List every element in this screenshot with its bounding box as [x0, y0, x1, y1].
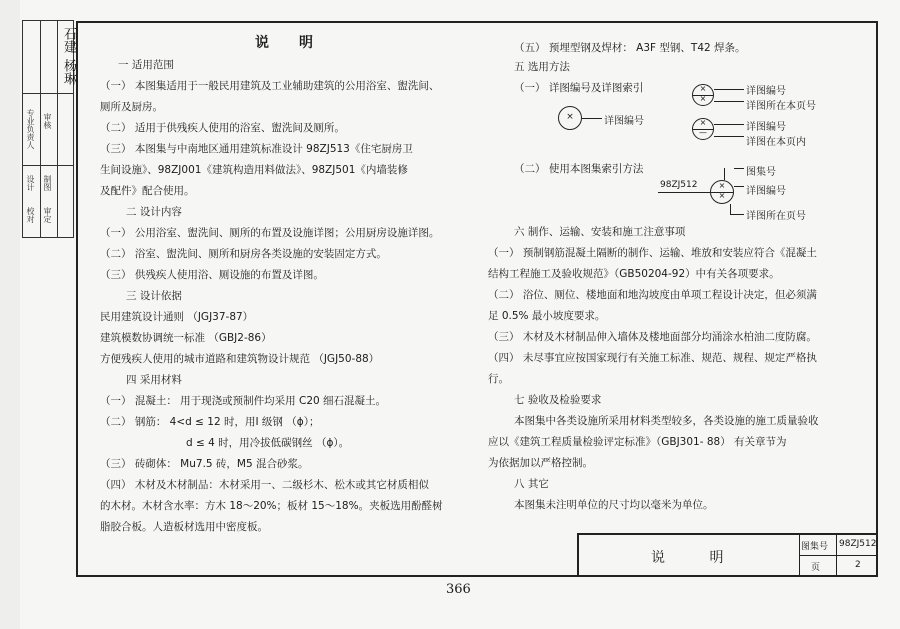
- paragraph-line: （二） 钢筋： 4<d ≤ 12 时，用Ⅰ 级钢 （ϕ）；: [100, 416, 320, 428]
- paragraph-line: （一） 预制钢筋混凝土隔断的制作、运输、堆放和安装应符合《混凝土: [488, 247, 817, 259]
- title-block: [577, 533, 878, 577]
- atlas-label: 图集号: [801, 542, 829, 552]
- paragraph-line: （二） 浴位、厕位、楼地面和地沟坡度由单项工程设计决定，但必须满: [488, 289, 817, 301]
- paragraph-line: （三） 供残疾人使用浴、厕设施的布置及详图。: [100, 269, 324, 281]
- paragraph-line: 建筑模数协调统一标准 （GBJ2-86）: [100, 332, 272, 344]
- side-label: 审核: [43, 113, 52, 129]
- paragraph-line: 方便残疾人使用的城市道路和建筑物设计规范 （JGJ50-88）: [100, 353, 380, 365]
- callout-label: 详图所在页号: [746, 211, 806, 222]
- atlas-value: 98ZJ512: [839, 539, 877, 549]
- callout-label: 详图编号: [604, 116, 644, 127]
- section-heading: 五 选用方法: [514, 61, 570, 73]
- paragraph-line: （一） 详图编号及详图索引: [514, 82, 644, 94]
- signature: 石建: [61, 27, 76, 53]
- callout-label: 详图编号: [746, 122, 786, 133]
- section-heading: 七 验收及检验要求: [514, 394, 602, 406]
- paragraph-line: （二） 浴室、盥洗间、厕所和厨房各类设施的安装固定方式。: [100, 248, 387, 260]
- page-value: 2: [855, 560, 861, 570]
- side-label: 校对: [26, 207, 35, 223]
- paragraph-line: 厕所及厨房。: [100, 101, 163, 113]
- page-label: 页: [811, 563, 821, 573]
- paragraph-line: （三） 木材及木材制品伸入墙体及楼地面部分均涌涂水柏油二度防腐。: [488, 331, 817, 343]
- paragraph-line: （一） 公用浴室、盥洗间、厕所的布置及设施详图；公用厨房设施详图。: [100, 227, 440, 239]
- side-label: 审定: [43, 207, 52, 223]
- detail-index-circle: ×: [558, 106, 582, 130]
- paragraph-line: 及配件》配合使用。: [100, 185, 195, 197]
- detail-index-circle: × —: [692, 118, 714, 140]
- detail-index-circle: × ×: [710, 180, 734, 204]
- paragraph-line: 结构工程施工及验收规范》（GB50204-92）中有关各项要求。: [488, 268, 780, 280]
- paragraph-line: 生间设施》、98ZJ001《建筑构造用料做法》、98ZJ501《内墙装修: [100, 164, 408, 176]
- signature: 杨琳: [61, 59, 76, 85]
- section-heading: 一 适用范围: [118, 59, 174, 71]
- paragraph-line: 行。: [488, 373, 509, 385]
- callout-label: 详图所在本页号: [746, 101, 816, 112]
- paragraph-line: 应以《建筑工程质量检验评定标准》（GBJ301- 88） 有关章节为: [488, 436, 787, 448]
- paragraph-line: （三） 砖砌体： Mu7.5 砖，M5 混合砂浆。: [100, 458, 309, 470]
- side-label: 专业负责人: [26, 109, 35, 149]
- paragraph-line: d ≤ 4 时，用冷拔低碳钢丝 （ϕ）。: [186, 437, 350, 449]
- paragraph-line: 本图集未注明单位的尺寸均以毫米为单位。: [514, 499, 714, 511]
- section-heading: 二 设计内容: [126, 206, 182, 218]
- paragraph-line: 为依据加以严格控制。: [488, 457, 593, 469]
- paragraph-line: 本图集中各类设施所采用材料类型较多，各类设施的施工质量验收: [514, 415, 819, 427]
- paragraph-line: 民用建筑设计通则 （JGJ37-87）: [100, 311, 254, 323]
- paragraph-line: 的木材。木材含水率：方木 18～20%；板材 15～18%。夹板选用酚醛树: [100, 500, 443, 512]
- side-label: 制图: [43, 175, 52, 191]
- side-signature-strip: [22, 20, 74, 238]
- side-label: 设计: [26, 175, 35, 191]
- paragraph-line: （一） 本图集适用于一般民用建筑及工业辅助建筑的公用浴室、盥洗间、: [100, 80, 440, 92]
- section-heading: 八 其它: [514, 478, 549, 490]
- paragraph-line: （四） 未尽事宜应按国家现行有关施工标准、规范、规程、规定严格执: [488, 352, 817, 364]
- paragraph-line: 足 0.5% 最小坡度要求。: [488, 310, 606, 322]
- paragraph-line: （三） 本图集与中南地区通用建筑标准设计 98ZJ513《住宅厨房卫: [100, 143, 413, 155]
- paragraph-line: （四） 木材及木材制品：木材采用一、二级杉木、松木或其它材质相似: [100, 479, 429, 491]
- title-block-title: 说 明: [651, 550, 744, 566]
- callout-label: 详图在本页内: [746, 137, 806, 148]
- page-number: 366: [446, 582, 471, 597]
- paragraph-line: （二） 使用本图集索引方法: [514, 163, 644, 175]
- section-heading: 三 设计依据: [126, 290, 182, 302]
- callout-label: 详图编号: [746, 86, 786, 97]
- paragraph-line: 脂胶合板。人造板材选用中密度板。: [100, 521, 268, 533]
- callout-label: 图集号: [746, 167, 776, 178]
- section-heading: 六 制作、运输、安装和施工注意事项: [514, 226, 686, 238]
- detail-index-circle: × ×: [692, 84, 714, 106]
- page-heading: 说明: [255, 35, 343, 51]
- section-heading: 四 采用材料: [126, 374, 182, 386]
- atlas-code: 98ZJ512: [660, 180, 698, 190]
- callout-label: 详图编号: [746, 186, 786, 197]
- paragraph-line: （五） 预埋型钢及焊材： A3F 型钢、T42 焊条。: [514, 42, 746, 54]
- paragraph-line: （一） 混凝土： 用于现浇或预制件均采用 C20 细石混凝土。: [100, 395, 387, 407]
- paragraph-line: （二） 适用于供残疾人使用的浴室、盥洗间及厕所。: [100, 122, 345, 134]
